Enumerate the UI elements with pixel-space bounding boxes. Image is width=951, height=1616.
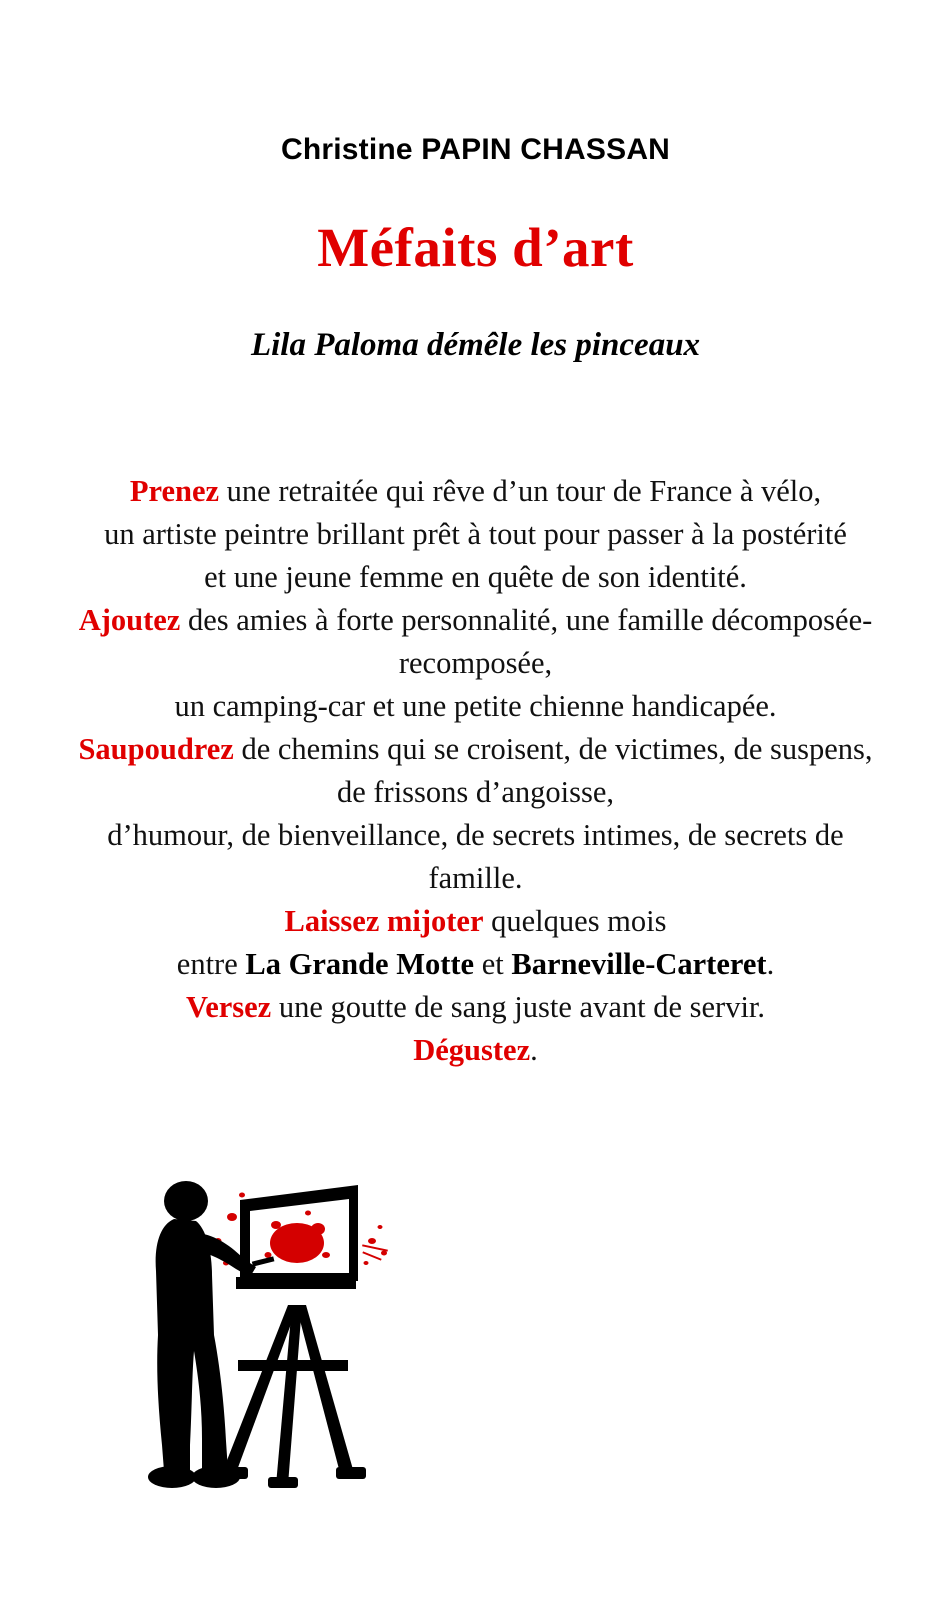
author-name: Christine PAPIN CHASSAN <box>280 133 671 166</box>
blurb-line-4-rest: des amies à forte personnalité, une famille décomposée-recomposée, <box>180 603 873 680</box>
blurb-keyword-saupoudrez: Saupoudrez <box>78 732 234 766</box>
blurb-keyword-versez: Versez <box>185 990 272 1024</box>
blurb-line-1 <box>78 470 873 513</box>
blurb-line-10-rest: une goutte de sang juste avant de servir. <box>271 990 766 1024</box>
blurb-line-5: un camping-car et une petite chienne handicapée. <box>174 689 777 723</box>
blurb-line-10 <box>78 986 873 1029</box>
blurb-keyword-ajoutez: Ajoutez <box>78 603 181 637</box>
blurb-line-6 <box>78 728 873 814</box>
book-subtitle: Lila Paloma démêle les pinceaux <box>250 327 701 363</box>
blurb-line-7: d’humour, de bienveillance, de secrets intimes, de secrets de famille. <box>107 818 844 895</box>
blurb-line-3: et une jeune femme en quête de son identité. <box>204 560 747 594</box>
blurb-line-6-rest: de chemins qui se croisent, de victimes, de suspens, de frissons d’angoisse, <box>233 732 873 809</box>
blurb-keyword-degustez: Dégustez <box>413 1033 531 1067</box>
blurb-text <box>78 470 873 1072</box>
blurb-keyword-laissez-mijoter: Laissez mijoter <box>284 904 484 938</box>
place-la-grande-motte: La Grande Motte <box>245 947 475 981</box>
blurb-line-11-rest: . <box>530 1033 538 1067</box>
blurb-line-8 <box>78 900 873 943</box>
book-title: Méfaits d’art <box>317 217 634 278</box>
blurb-line-9 <box>78 943 873 986</box>
blurb-line-9-prefix: entre <box>176 947 246 981</box>
blurb-line-9-suffix: . <box>766 947 775 981</box>
painter-at-easel-silhouette-icon <box>140 1155 420 1500</box>
blurb-line-4 <box>78 599 873 685</box>
blurb-line-2: un artiste peintre brillant prêt à tout pour passer à la postérité <box>104 517 847 551</box>
blurb-line-8-rest: quelques mois <box>483 904 667 938</box>
blurb-keyword-prenez: Prenez <box>129 474 220 508</box>
blurb-line-9-middle: et <box>474 947 512 981</box>
blurb-line-1-rest: une retraitée qui rêve d’un tour de France à vélo, <box>219 474 822 508</box>
blurb-line-11 <box>78 1029 873 1072</box>
place-barneville-carteret: Barneville-Carteret <box>511 947 767 981</box>
